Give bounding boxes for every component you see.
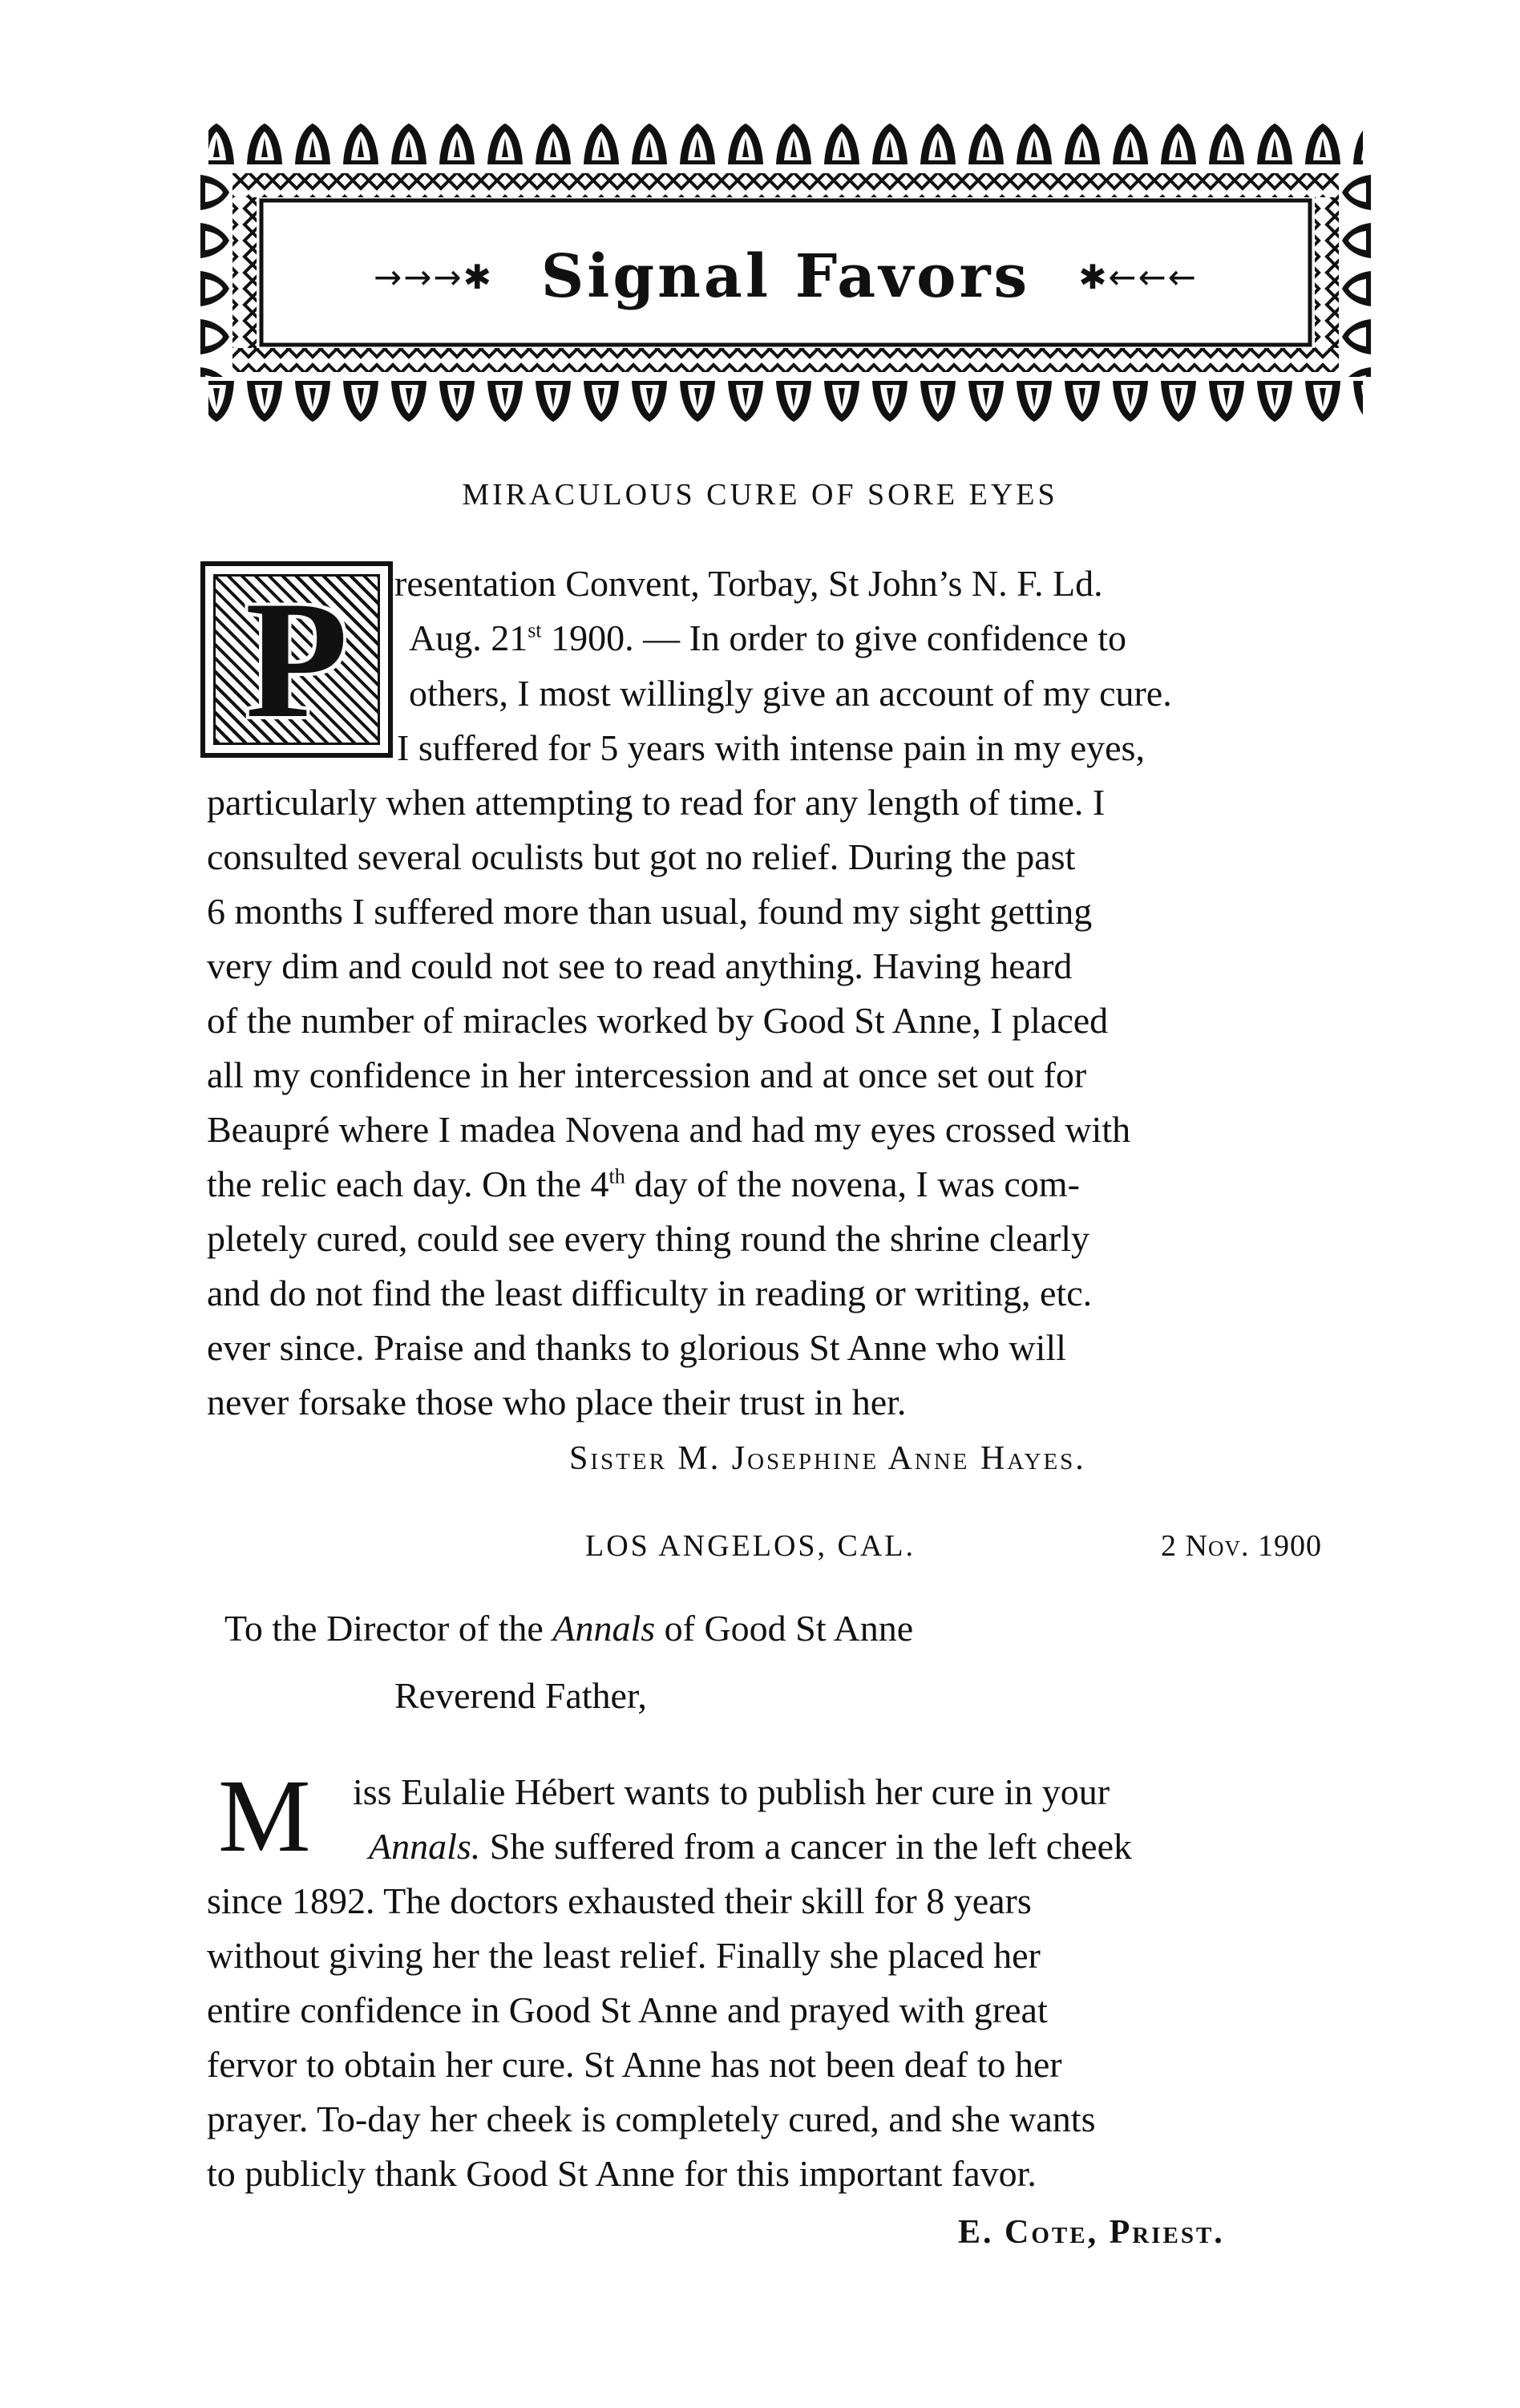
text-line: I suffered for 5 years with intense pain in my eyes,	[397, 727, 1145, 768]
text-line: and do not find the least difficulty in reading or writing, etc.	[207, 1273, 1093, 1313]
text-line: all my confidence in her intercession and at once set out for	[207, 1054, 1087, 1095]
right-flourish-icon: ✱←←←	[1078, 257, 1198, 297]
text-line: entire confidence in Good St Anne and prayed with great	[207, 1989, 1048, 2030]
page-title: Signal Favors	[540, 242, 1031, 311]
article-heading: MIRACULOUS CURE OF SORE EYES	[462, 478, 1058, 512]
text-line: 6 months I suffered more than usual, found my sight getting	[207, 891, 1093, 932]
text-line: fervor to obtain her cure. St Anne has not been deaf to her	[207, 2044, 1062, 2085]
text-line: since 1892. The doctors exhausted their skill for 8 years	[207, 1880, 1032, 1921]
text-line: particularly when attempting to read for any length of time. I	[207, 782, 1106, 823]
signature: Sister M. Josephine Anne Hayes.	[569, 1440, 1086, 1477]
text-line: of the number of miracles worked by Good St Anne, I placed	[207, 1000, 1109, 1041]
text-line: without giving her the least relief. Finally she placed her	[207, 1935, 1041, 1976]
text-line: prayer. To-day her cheek is completely cured, and she wants	[207, 2098, 1096, 2139]
text-line: pletely cured, could see every thing round the shrine clearly	[207, 1218, 1090, 1259]
drop-cap-letter: P	[245, 566, 349, 753]
text-line: the relic each day. On the 4th day of the novena, I was com-	[207, 1164, 1080, 1204]
text-line: consulted several oculists but got no relief. During the past	[207, 836, 1076, 877]
text-line: resentation Convent, Torbay, St John’s N. F. Ld.	[394, 563, 1103, 604]
text-line: others, I most willingly give an account of my cure.	[409, 673, 1172, 714]
text-line: very dim and could not see to read anything. Having heard	[207, 945, 1073, 986]
address-line: To the Director of the Annals of Good St Anne	[224, 1608, 914, 1649]
text-line: iss Eulalie Hébert wants to publish her cure in your	[353, 1771, 1110, 1812]
header-title-row	[192, 233, 1379, 321]
dateline-place: LOS ANGELOS, CAL.	[585, 1529, 916, 1563]
text-line: ever since. Praise and thanks to glorious St Anne who will	[207, 1327, 1066, 1368]
left-flourish-icon: →→→✱	[374, 257, 493, 297]
text-line: Beaupré where I madea Novena and had my eyes crossed with	[207, 1109, 1131, 1150]
drop-cap-p	[200, 561, 393, 758]
text-line: never forsake those who place their trust in her.	[207, 1382, 907, 1423]
signature: E. Cote, Priest.	[958, 2214, 1225, 2251]
text-line: Aug. 21st 1900. — In order to give confidence to	[409, 617, 1126, 658]
salutation: Reverend Father,	[394, 1675, 647, 1716]
text-line: to publicly thank Good St Anne for this important favor.	[207, 2153, 1037, 2194]
dateline-date: 2 Nov. 1900	[1161, 1529, 1322, 1563]
drop-cap-m: M	[218, 1758, 311, 1874]
text-line: Annals. She suffered from a cancer in the left cheek	[369, 1826, 1132, 1867]
